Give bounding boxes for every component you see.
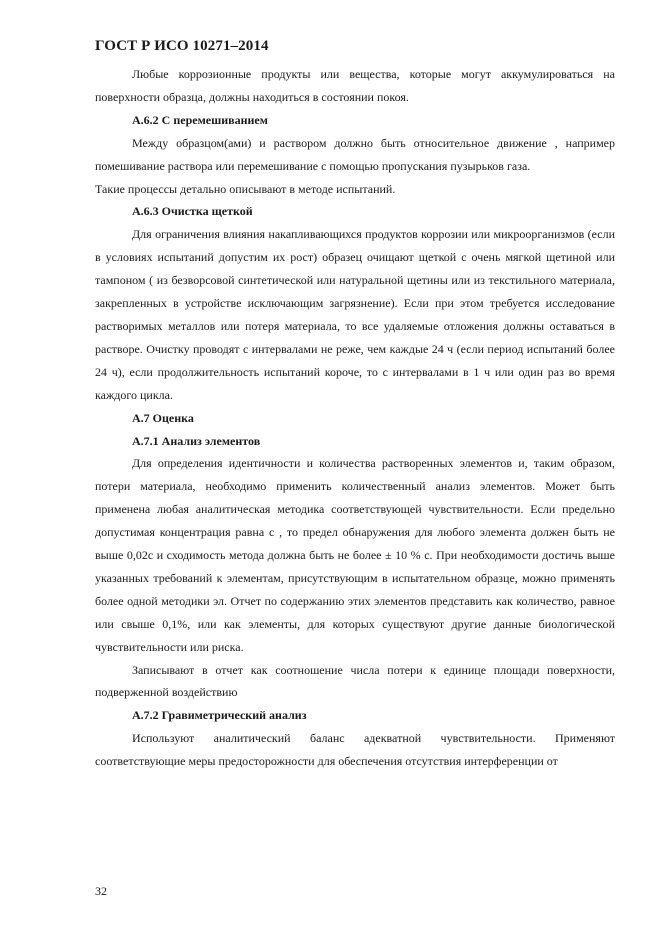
paragraph: Такие процессы детально описывают в методе испытаний.: [95, 181, 396, 196]
section-heading: А.7.1 Анализ элементов: [132, 433, 261, 448]
paragraph: Записывают в отчет как соотношение числа потери к единице площади поверхности, подверженной воздействию: [95, 662, 615, 700]
paragraph: Для определения идентичности и количества растворенных элементов и, таким образом, потери материала, необходимо применить количественный анализ элементов. Может быть применена любая аналитическая методика соответствующей чувствительности. Если предельно допустимая концентрация равна c , то предел обнаружения для любого элемента должен быть не выше 0,02c и сходимость метода должна быть не более ± 10 % c. При необходимости достичь выше указанных требований к элементам, присутствующим в испытательном образце, можно применять более одной методики эл. Отчет по содержанию этих элементов представить как количество, равное или свыше 0,1%, или как элементы, для которых существуют другие данные биологической чувствительности или риска.: [95, 456, 615, 654]
document-body: [95, 63, 615, 773]
section-heading: А.6.3 Очистка щеткой: [132, 204, 253, 219]
section-heading: А.7 Оценка: [132, 410, 194, 425]
section-heading: А.7.2 Гравиметрический анализ: [132, 708, 307, 723]
standard-header: ГОСТ Р ИСО 10271–2014: [95, 38, 269, 54]
paragraph: Используют аналитический баланс адекватной чувствительности. Применяют соответствующие меры предосторожности для обеспечения отсутствия интерференции от: [95, 731, 615, 769]
page-number: 32: [95, 884, 107, 898]
paragraph: Между образцом(ами) и раствором должно быть относительное движение , например помешивание раствора или перемешивание с помощью пропускания пузырьков газа.: [95, 135, 615, 173]
section-heading: А.6.2 С перемешиванием: [132, 112, 268, 127]
paragraph: Любые коррозионные продукты или вещества, которые могут аккумулироваться на поверхности образца, должны находиться в состоянии покоя.: [95, 67, 615, 104]
paragraph: Для ограничения влияния накапливающихся продуктов коррозии или микроорганизмов (если в условиях испытаний допустим их рост) образец очищают щеткой с очень мягкой щетиной или тампоном ( из безворсовой синтетической или натуральной щетины или из текстильного материала, закрепленных в устройстве исключающим загрязнение). Если при этом требуется исследование растворимых металлов или потеря материала, то все удаляемые отложения должны оставаться в растворе. Очистку проводят с интервалами не реже, чем каждые 24 ч (если период испытаний более 24 ч), если продолжительность испытаний короче, то с интервалами в 1 ч или один раз во время каждого цикла.: [95, 227, 615, 402]
